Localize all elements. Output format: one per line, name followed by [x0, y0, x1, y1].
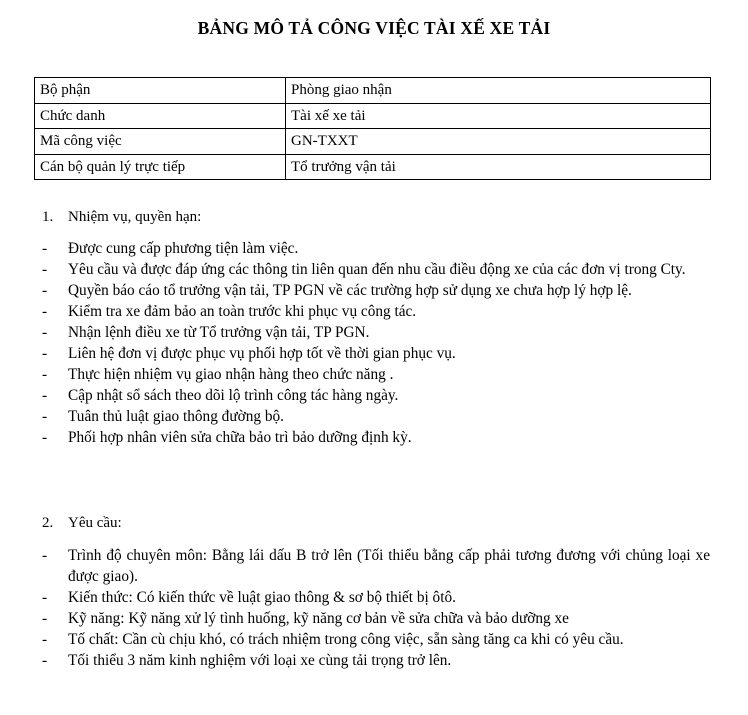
list-item-text: Quyền báo cáo tổ trưởng vận tải, TP PGN về các trường hợp sử dụng xe chưa hợp lý hợp lệ.	[68, 282, 632, 299]
table-cell-label: Chức danh	[35, 103, 286, 129]
dash-marker: -	[42, 261, 48, 278]
dash-marker: -	[42, 366, 48, 383]
list-item	[42, 343, 710, 364]
list-item-text: Cập nhật sổ sách theo dõi lộ trình công tác hàng ngày.	[68, 387, 399, 404]
dash-marker: -	[42, 631, 48, 648]
list-item	[42, 238, 710, 259]
table-row	[35, 103, 711, 129]
list-item	[42, 322, 710, 343]
list-item	[42, 650, 710, 671]
table-cell-value: Tài xế xe tải	[286, 103, 711, 129]
dash-marker: -	[42, 282, 48, 299]
dash-marker: -	[42, 589, 48, 606]
dash-marker: -	[42, 429, 48, 446]
list-item-text: Thực hiện nhiệm vụ giao nhận hàng theo chức năng .	[68, 366, 394, 383]
job-info-table	[34, 77, 711, 180]
list-item-text: Được cung cấp phương tiện làm việc.	[68, 240, 299, 257]
table-row	[35, 129, 711, 155]
list-item-text: Yêu cầu và được đáp ứng các thông tin liên quan đến nhu cầu điều động xe của các đơn vị trong Cty.	[68, 261, 686, 278]
list-item-text: Nhận lệnh điều xe từ Tổ trưởng vận tải, TP PGN.	[68, 324, 370, 341]
list-item	[42, 364, 710, 385]
dash-marker: -	[42, 345, 48, 362]
section-number: 1.	[42, 209, 54, 225]
duties-list	[42, 238, 710, 448]
list-item-text: Tố chất: Cần cù chịu khó, có trách nhiệm trong công việc, sẵn sàng tăng ca khi có yêu cầu.	[68, 631, 624, 648]
list-item	[42, 629, 710, 650]
list-item-text: Kiểm tra xe đảm bảo an toàn trước khi phục vụ công tác.	[68, 303, 417, 320]
section-title: Nhiệm vụ, quyền hạn:	[68, 209, 202, 225]
list-item	[42, 280, 710, 301]
list-item	[42, 406, 710, 427]
list-item	[42, 587, 710, 608]
list-item-text: Kiến thức: Có kiến thức về luật giao thông & sơ bộ thiết bị ôtô.	[68, 589, 456, 606]
table-row	[35, 78, 711, 104]
list-item-text: Kỹ năng: Kỹ năng xử lý tình huống, kỹ năng cơ bản về sửa chữa và bảo dưỡng xe	[68, 610, 569, 627]
list-item-text: Trình độ chuyên môn: Bằng lái dấu B trở lên (Tối thiểu bằng cấp phải tương đương với chủng loại xe được giao).	[68, 547, 710, 585]
dash-marker: -	[42, 240, 48, 257]
table-cell-label: Cán bộ quản lý trực tiếp	[35, 154, 286, 180]
dash-marker: -	[42, 610, 48, 627]
list-item-text: Phối hợp nhân viên sửa chữa bảo trì bảo dưỡng định kỳ.	[68, 429, 412, 446]
requirements-list	[42, 545, 710, 671]
dash-marker: -	[42, 547, 48, 564]
table-row	[35, 154, 711, 180]
dash-marker: -	[42, 652, 48, 669]
section-heading-requirements	[42, 513, 122, 533]
list-item-text: Tối thiểu 3 năm kinh nghiệm với loại xe cùng tải trọng trở lên.	[68, 652, 452, 669]
list-item	[42, 301, 710, 322]
table-cell-value: Phòng giao nhận	[286, 78, 711, 104]
table-cell-label: Bộ phận	[35, 78, 286, 104]
dash-marker: -	[42, 324, 48, 341]
document-title: BẢNG MÔ TẢ CÔNG VIỆC TÀI XẾ XE TẢI	[197, 18, 551, 38]
dash-marker: -	[42, 303, 48, 320]
list-item	[42, 545, 710, 587]
section-heading-duties	[42, 207, 201, 227]
list-item	[42, 427, 710, 448]
section-number: 2.	[42, 515, 54, 531]
dash-marker: -	[42, 408, 48, 425]
table-cell-label: Mã công việc	[35, 129, 286, 155]
list-item	[42, 385, 710, 406]
list-item-text: Liên hệ đơn vị được phục vụ phối hợp tốt về thời gian phục vụ.	[68, 345, 456, 362]
list-item	[42, 259, 710, 280]
list-item	[42, 608, 710, 629]
section-title: Yêu cầu:	[68, 515, 122, 531]
table-cell-value: Tổ trưởng vận tải	[286, 154, 711, 180]
table-cell-value: GN-TXXT	[286, 129, 711, 155]
dash-marker: -	[42, 387, 48, 404]
list-item-text: Tuân thủ luật giao thông đường bộ.	[68, 408, 284, 425]
